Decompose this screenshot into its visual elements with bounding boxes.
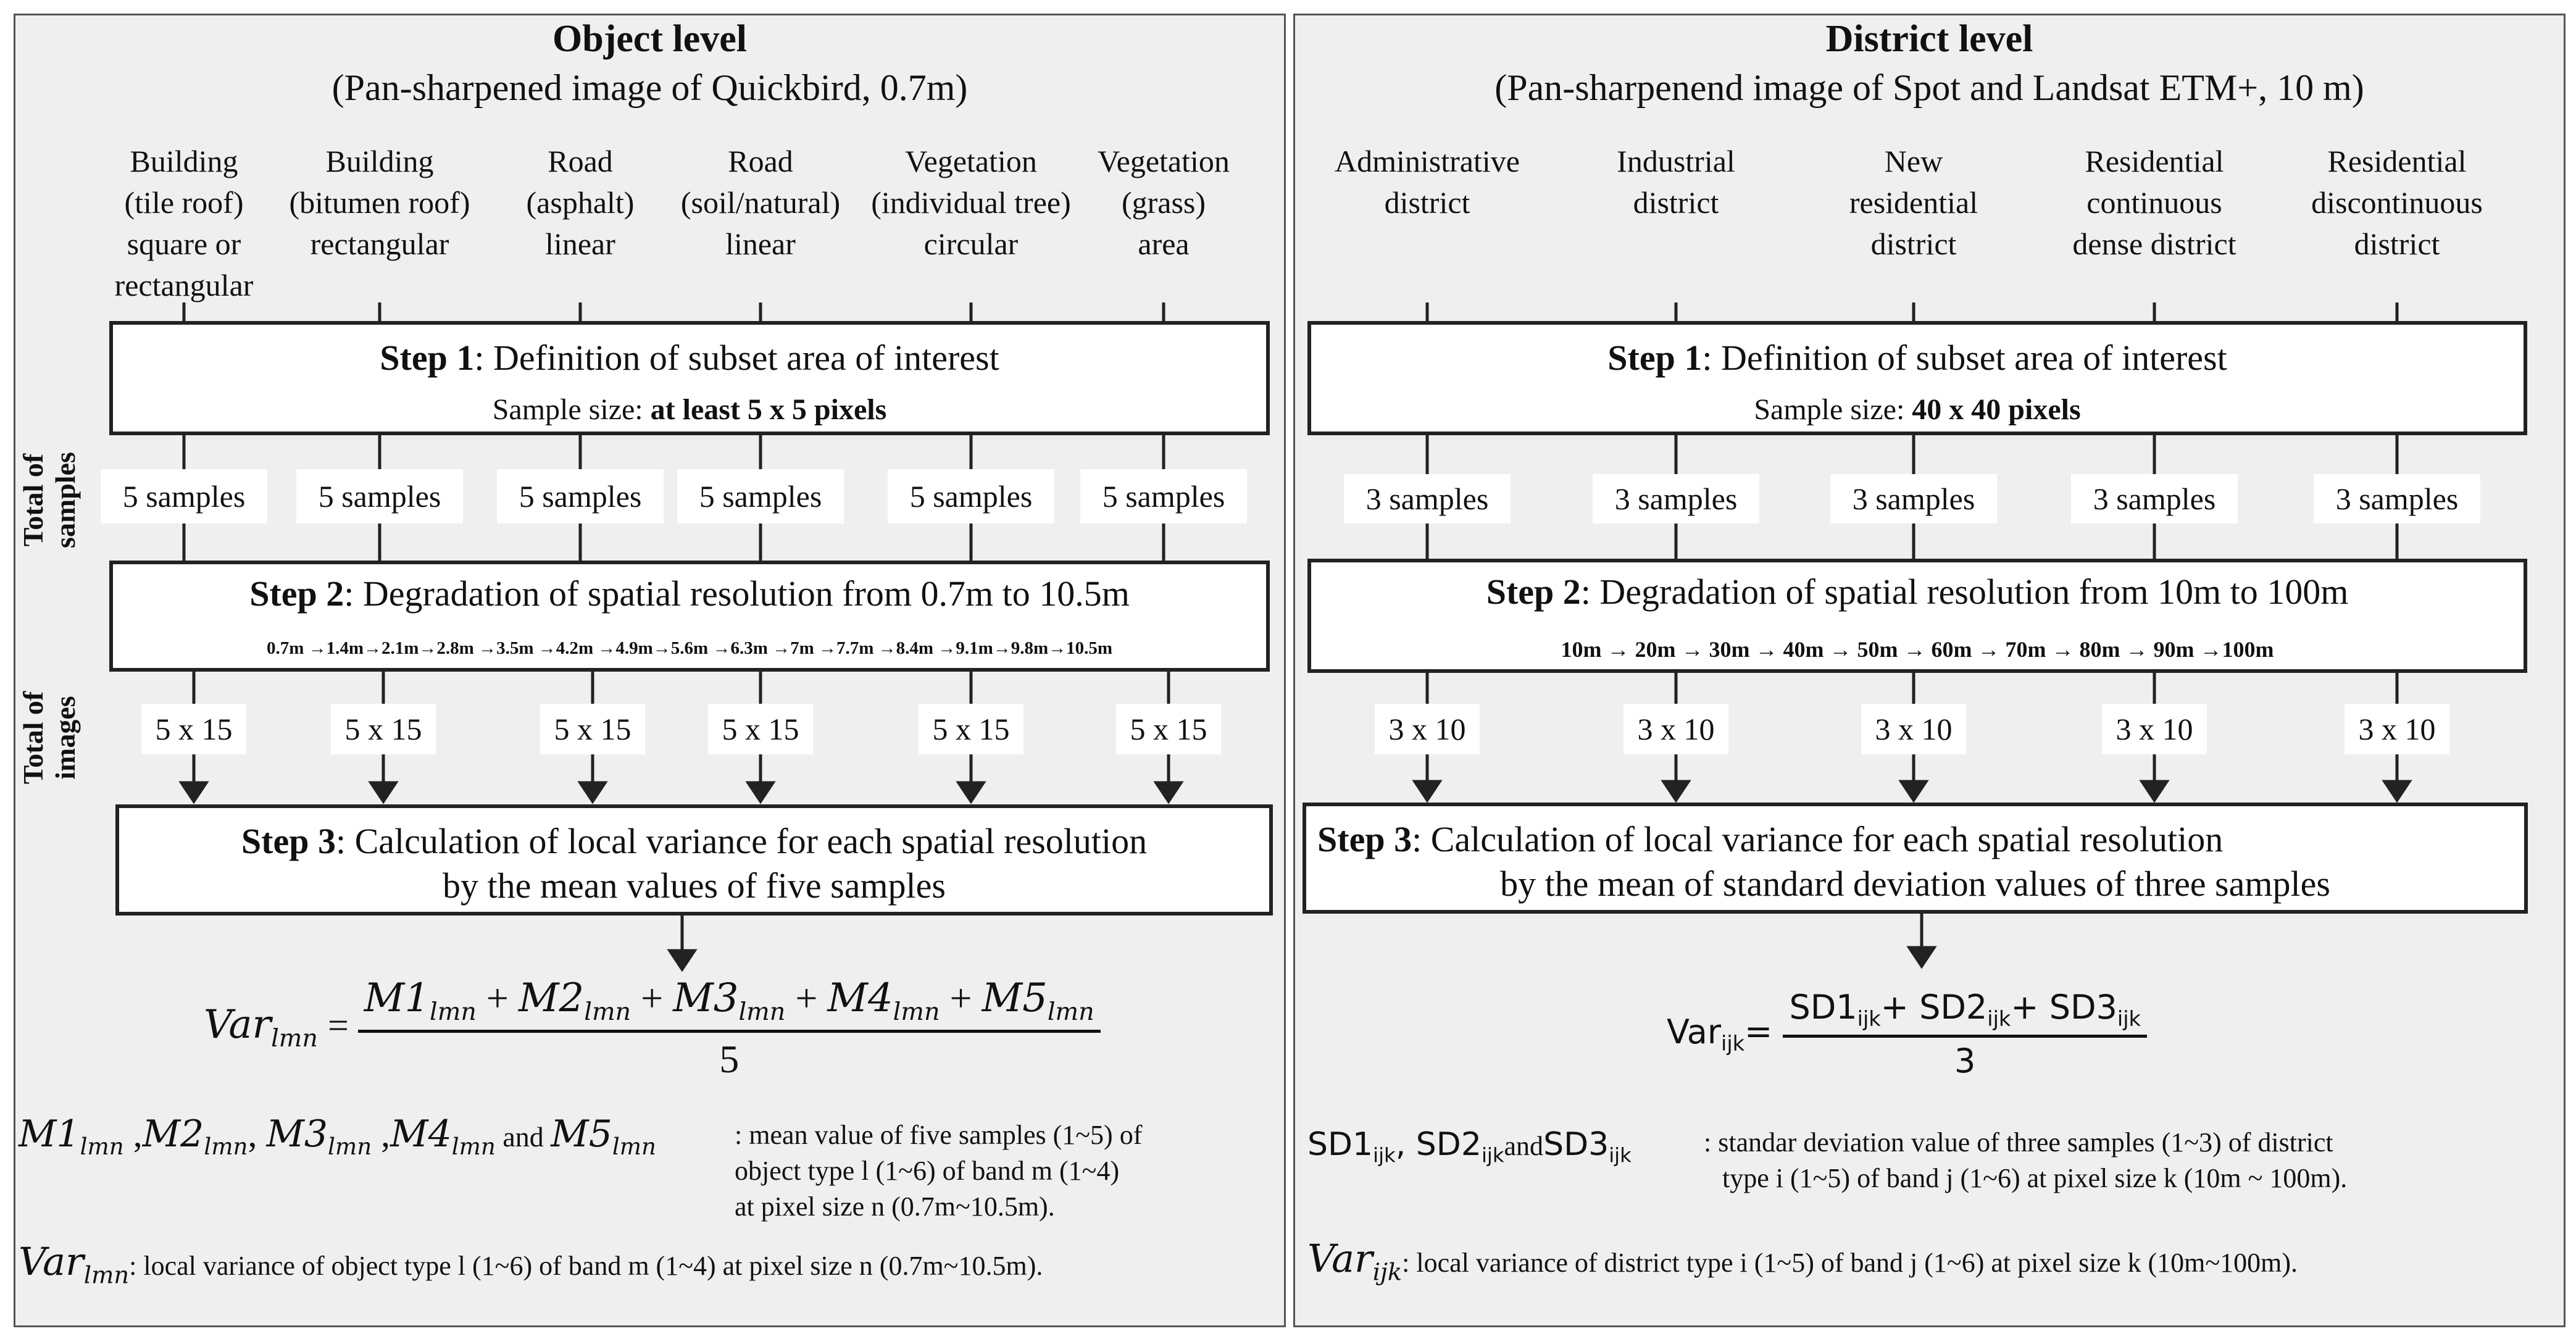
district-sd-symbol: $SD1_{ijk}$ — [1307, 1126, 1396, 1167]
formula-term: $M3_{lmn}$ — [673, 975, 786, 1026]
object-variance-formula: Var$_{lmn}$ = $\frac{M1_{lmn} + M2_{lmn} + M3_{lmn} + M4_{lmn} + M5_{lmn}}{5}$ — [204, 975, 1101, 1082]
district-step1-text: : Definition of subset area of interest — [1702, 338, 2227, 378]
district-category-5 — [2274, 141, 2520, 265]
object-step3-label: Step 3 — [241, 821, 336, 861]
object-m-desc-line2: object type l (1~6) of band m (1~4) — [735, 1156, 1120, 1186]
object-category-4 — [637, 141, 884, 265]
formula-numerator: $M1_{lmn} + M2_{lmn} + M3_{lmn} + M4_{lmn} + M5_{lmn}$ — [358, 975, 1101, 1033]
object-step3-line2: by the mean values of five samples — [443, 866, 946, 906]
district-step1-label: Step 1 — [1607, 338, 1703, 378]
district-formula-arrow-head — [1909, 948, 1934, 966]
object-step1-label: Step 1 — [380, 338, 475, 378]
object-images-label-5: 5 x 15 — [919, 704, 1023, 754]
object-level-subtitle: (Pan-sharpened image of Quickbird, 0.7m) — [331, 67, 968, 108]
district-samples-label-4: 3 samples — [2071, 474, 2238, 524]
object-category-line: rectangular — [114, 268, 254, 302]
district-step2-box — [1307, 559, 2527, 673]
object-category-line: circular — [923, 227, 1019, 261]
district-arrow-head — [1901, 782, 1926, 800]
district-step1-box — [1307, 321, 2527, 435]
object-category-line: area — [1138, 227, 1190, 261]
total-images-label: Total of images — [17, 691, 81, 785]
district-resolution-sequence: 10m → 20m → 30m → 40m → 50m → 60m → 70m → 80m → 90m →100m — [1561, 637, 2274, 662]
district-sd-definition-symbols: $SD1_{ijk}$, $SD2_{ijk}andSD3_{ijk}$ — [1307, 1126, 1632, 1167]
object-step3-box — [115, 804, 1273, 916]
object-sample-size-value: at least 5 x 5 pixels — [650, 393, 887, 426]
district-category-1 — [1304, 141, 1551, 223]
object-category-line: linear — [545, 227, 615, 261]
object-category-line: (grass) — [1121, 185, 1206, 220]
district-arrow-head — [1664, 782, 1688, 800]
district-images-label-1: 3 x 10 — [1375, 704, 1480, 754]
object-category-line: Building — [130, 144, 238, 178]
district-images-label-3: 3 x 10 — [1861, 704, 1966, 754]
district-category-line: dense district — [2072, 227, 2236, 261]
object-category-line: rectangular — [310, 227, 449, 261]
district-samples-label-3: 3 samples — [1830, 474, 1997, 524]
object-formula-arrow-head — [670, 951, 694, 969]
object-samples-label-5: 5 samples — [888, 469, 1054, 524]
district-category-line: district — [1633, 185, 1719, 220]
object-resolution-sequence: 0.7m →1.4m→2.1m→2.8m →3.5m →4.2m →4.9m→5.6m →6.3m →7m →7.7m →8.4m →9.1m→9.8m→10.5m — [266, 638, 1113, 658]
object-var-desc: : local variance of object type l (1~6) of band m (1~4) at pixel size n (0.7m~10.5m). — [129, 1251, 1043, 1281]
formula-lhs-right: Var$_{ijk}$ — [1667, 1012, 1745, 1056]
district-sd-description — [1704, 1125, 2347, 1196]
district-step3-line1: : Calculation of local variance for each spatial resolution — [1412, 819, 2224, 859]
district-step3-line2: by the mean of standard deviation values of three samples — [1500, 864, 2330, 904]
object-category-line: Building — [325, 144, 434, 178]
district-category-line: Administrative — [1335, 144, 1520, 178]
object-m-definition-symbols: $M1_{lmn}$ $,M2_{lmn}$, $M3_{lmn}$ $,M4_{lmn}$ and $M5_{lmn}$ — [19, 1112, 657, 1160]
district-sd-symbol: $SD3_{ijk}$ — [1543, 1126, 1632, 1167]
object-category-line: Vegetation — [1098, 144, 1230, 178]
district-step3-box — [1303, 803, 2528, 914]
district-category-line: continuous — [2086, 185, 2222, 220]
district-category-2 — [1553, 141, 1799, 223]
object-samples-label-3: 5 samples — [497, 469, 664, 524]
district-arrow-head — [1415, 782, 1440, 800]
object-step2-text: : Degradation of spatial resolution from 0.7m to 10.5m — [344, 574, 1130, 614]
district-level-subtitle: (Pan-sharpenend image of Spot and Landsat ETM+, 10 m) — [1494, 67, 2364, 108]
object-step1-box — [109, 321, 1270, 435]
object-category-line: Road — [728, 144, 793, 178]
object-category-line: (bitumen roof) — [289, 185, 470, 220]
total-samples-label: Total of samples — [17, 452, 81, 548]
district-samples-label-2: 3 samples — [1593, 474, 1759, 524]
object-arrow-head — [181, 783, 206, 801]
district-step2-text: : Degradation of spatial resolution from 10m to 100m — [1580, 572, 2349, 612]
district-arrow-head — [2385, 782, 2409, 800]
formula-term: $M5_{lmn}$ — [982, 975, 1094, 1026]
district-arrow-head — [2142, 782, 2167, 800]
district-images-label-2: 3 x 10 — [1624, 704, 1728, 754]
district-category-line: district — [1870, 227, 1957, 261]
district-images-label-5: 3 x 10 — [2345, 704, 2449, 754]
object-arrow-head — [371, 783, 396, 801]
district-category-line: district — [2354, 227, 2440, 261]
object-m-description — [735, 1117, 1142, 1225]
object-arrow-head — [580, 783, 605, 801]
object-m-symbol: $M1_{lmn}$ — [19, 1112, 124, 1160]
object-arrow-head — [1156, 783, 1181, 801]
object-category-line: linear — [725, 227, 796, 261]
object-samples-label-6: 5 samples — [1080, 469, 1247, 524]
formula-lhs: Var$_{lmn}$ — [204, 1002, 318, 1053]
district-sd-desc-line1: : standar deviation value of three samples (1~3) of district — [1704, 1127, 2333, 1158]
district-category-3 — [1790, 141, 2037, 265]
object-samples-label-1: 5 samples — [101, 469, 267, 524]
district-var-desc: : local variance of district type i (1~5) of band j (1~6) at pixel size k (10m~100m). — [1402, 1248, 2298, 1278]
object-images-label-1: 5 x 15 — [141, 704, 246, 754]
object-category-line: Vegetation — [905, 144, 1037, 178]
district-samples-label-5: 3 samples — [2314, 474, 2480, 524]
formula-denominator-right: 3 — [1954, 1041, 1976, 1080]
object-category-line: Road — [548, 144, 613, 178]
object-step2-label: Step 2 — [249, 574, 344, 614]
district-category-line: Residential — [2327, 144, 2467, 178]
object-samples-label-4: 5 samples — [677, 469, 844, 524]
object-step3-line1: : Calculation of local variance for each spatial resolution — [335, 821, 1148, 861]
district-variance-formula: Var$_{ijk}$= $\frac{SD1_{ijk}+ SD2_{ijk}+ SD3_{ijk}}{3}$ — [1667, 988, 2147, 1080]
object-images-label-6: 5 x 15 — [1116, 704, 1221, 754]
formula-numerator-right: $SD1_{ijk}+ SD2_{ijk}+ SD3_{ijk}$ — [1783, 988, 2146, 1038]
district-var-definition: Var$_{ijk}$: local variance of district type i (1~5) of band j (1~6) at pixel size k (10m~100m). — [1307, 1236, 2298, 1287]
object-var-definition: Var$_{lmn}$: local variance of object type l (1~6) of band m (1~4) at pixel size n (0.7m~10.5m). — [19, 1239, 1043, 1290]
object-category-line: (individual tree) — [871, 185, 1071, 220]
district-category-line: Residential — [2085, 144, 2224, 178]
object-m-desc-line1: : mean value of five samples (1~5) of — [735, 1120, 1143, 1150]
object-arrow-head — [748, 783, 773, 801]
object-sample-size-prefix: Sample size: — [492, 393, 651, 426]
formula-term: $M1_{lmn}$ — [364, 975, 477, 1026]
formula-fraction — [358, 975, 1101, 1082]
district-category-line: residential — [1849, 185, 1978, 220]
object-category-line: (soil/natural) — [680, 185, 841, 220]
object-category-line: (tile roof) — [124, 185, 244, 220]
object-images-label-2: 5 x 15 — [331, 704, 436, 754]
object-m-desc-line3: at pixel size n (0.7m~10.5m). — [735, 1191, 1055, 1222]
object-images-label-3: 5 x 15 — [540, 704, 645, 754]
object-step1-text: : Definition of subset area of interest — [474, 338, 999, 378]
district-sd-symbol: $SD2_{ijk}$ — [1415, 1126, 1504, 1167]
formula-term: $M4_{lmn}$ — [827, 975, 940, 1026]
formula-fraction-right — [1783, 988, 2146, 1080]
district-category-line: Industrial — [1617, 144, 1735, 178]
district-images-label-4: 3 x 10 — [2102, 704, 2207, 754]
district-step2-label: Step 2 — [1486, 572, 1581, 612]
object-arrow-head — [959, 783, 983, 801]
object-category-line: square or — [127, 227, 241, 261]
object-category-6 — [1040, 141, 1287, 265]
object-m-symbol: $M4_{lmn}$ — [390, 1112, 496, 1160]
district-category-line: district — [1384, 185, 1470, 220]
district-sd-desc-line2: type i (1~5) of band j (1~6) at pixel size k (10m ~ 100m). — [1722, 1163, 2348, 1193]
object-samples-label-2: 5 samples — [296, 469, 463, 524]
formula-term-right: $SD3_{ijk}$ — [2049, 988, 2141, 1031]
formula-term-right: $SD1_{ijk}$ — [1789, 988, 1881, 1031]
district-level-title: District level — [1825, 18, 2033, 60]
district-step3-label: Step 3 — [1317, 819, 1412, 859]
object-m-symbol: $M2_{lmn}$ — [142, 1112, 248, 1160]
object-category-line: (asphalt) — [526, 185, 635, 220]
formula-term: $M2_{lmn}$ — [519, 975, 631, 1026]
object-m-symbol: $M3_{lmn}$ — [266, 1112, 372, 1160]
object-images-label-4: 5 x 15 — [708, 704, 813, 754]
district-category-line: discontinuous — [2311, 185, 2483, 220]
formula-term-right: $SD2_{ijk}$ — [1919, 988, 2011, 1031]
district-sample-size-value: 40 x 40 pixels — [1912, 393, 2081, 426]
object-step2-box — [109, 561, 1270, 672]
district-sample-size-prefix: Sample size: — [1754, 393, 1912, 426]
object-m-symbol: $M5_{lmn}$ — [551, 1112, 657, 1160]
formula-denominator: 5 — [719, 1037, 740, 1081]
object-level-title: Object level — [552, 18, 748, 60]
district-samples-label-1: 3 samples — [1344, 474, 1511, 524]
district-category-4 — [2031, 141, 2278, 265]
district-category-line: New — [1884, 144, 1943, 178]
